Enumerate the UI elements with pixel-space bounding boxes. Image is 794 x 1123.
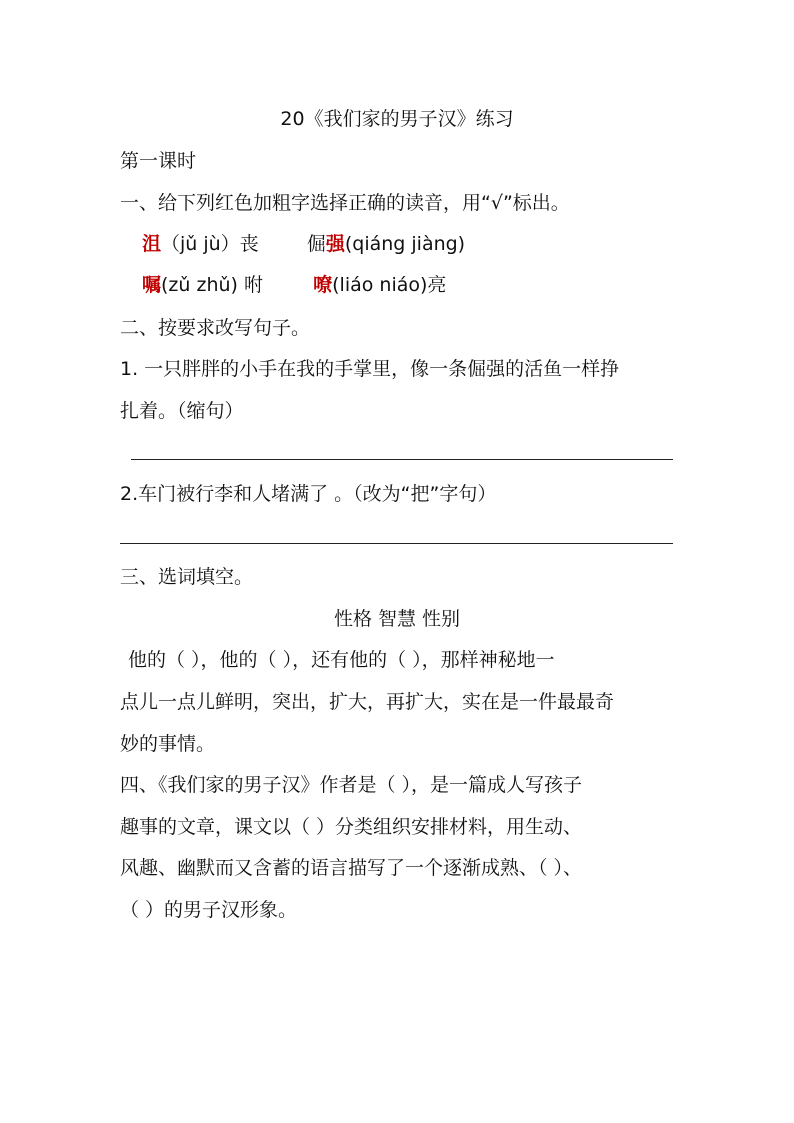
pinyin-row-2 bbox=[142, 273, 446, 297]
target-char: 沮 bbox=[142, 233, 162, 255]
sentence-2: 2.车门被行李和人堵满了 。（改为“把”字句） bbox=[120, 483, 497, 505]
pinyin-options[interactable]: (qiáng jiàng) bbox=[344, 233, 466, 255]
fill-blank-line-2: 点儿一点儿鲜明，突出，扩大，再扩大，实在是一件最最奇 bbox=[120, 691, 615, 713]
target-char: 嘹 bbox=[313, 274, 333, 296]
fill-blank-line-1[interactable]: 他的（ ），他的（ ），还有他的（ ），那样神秘地一 bbox=[128, 649, 555, 671]
question-4-line-1[interactable]: 四、《我们家的男子汉》作者是（ ），是一篇成人写孩子 bbox=[120, 774, 583, 796]
answer-line-1[interactable] bbox=[131, 459, 673, 460]
word-suffix: 亮 bbox=[427, 274, 447, 296]
question-2-heading: 二、按要求改写句子。 bbox=[120, 317, 311, 339]
word-prefix: 倔 bbox=[306, 233, 326, 255]
word-suffix: 咐 bbox=[244, 274, 264, 296]
sentence-1-line-1: 1. 一只胖胖的小手在我的手掌里，像一条倔强的活鱼一样挣 bbox=[120, 358, 620, 380]
pinyin-row-1 bbox=[142, 232, 465, 256]
question-3-heading: 三、选词填空。 bbox=[120, 566, 254, 588]
question-4-line-3[interactable]: 风趣、幽默而又含蓄的语言描写了一个逐渐成熟、（ ）、 bbox=[120, 857, 583, 879]
pinyin-options[interactable]: (zǔ zhǔ) bbox=[161, 274, 238, 296]
word-bank: 性格 智慧 性别 bbox=[333, 608, 461, 630]
sentence-1-line-2: 扎着。（缩句） bbox=[120, 400, 244, 422]
word-suffix: 丧 bbox=[239, 233, 259, 255]
question-4-line-4[interactable]: （ ）的男子汉形象。 bbox=[120, 899, 298, 921]
target-char: 强 bbox=[325, 233, 345, 255]
pinyin-options[interactable]: (liáo niáo) bbox=[332, 274, 428, 296]
question-1-heading: 一、给下列红色加粗字选择正确的读音，用“√”标出。 bbox=[120, 192, 570, 214]
question-4-line-2[interactable]: 趣事的文章，课文以（ ）分类组织安排材料，用生动、 bbox=[120, 816, 583, 838]
target-char: 嘱 bbox=[142, 274, 162, 296]
fill-blank-line-3: 妙的事情。 bbox=[120, 733, 216, 755]
page-title: 20《我们家的男子汉》练习 bbox=[280, 108, 514, 130]
lesson-label: 第一课时 bbox=[120, 150, 197, 172]
pinyin-options[interactable]: （jǔ jù） bbox=[161, 233, 240, 255]
answer-line-2[interactable] bbox=[120, 543, 673, 544]
